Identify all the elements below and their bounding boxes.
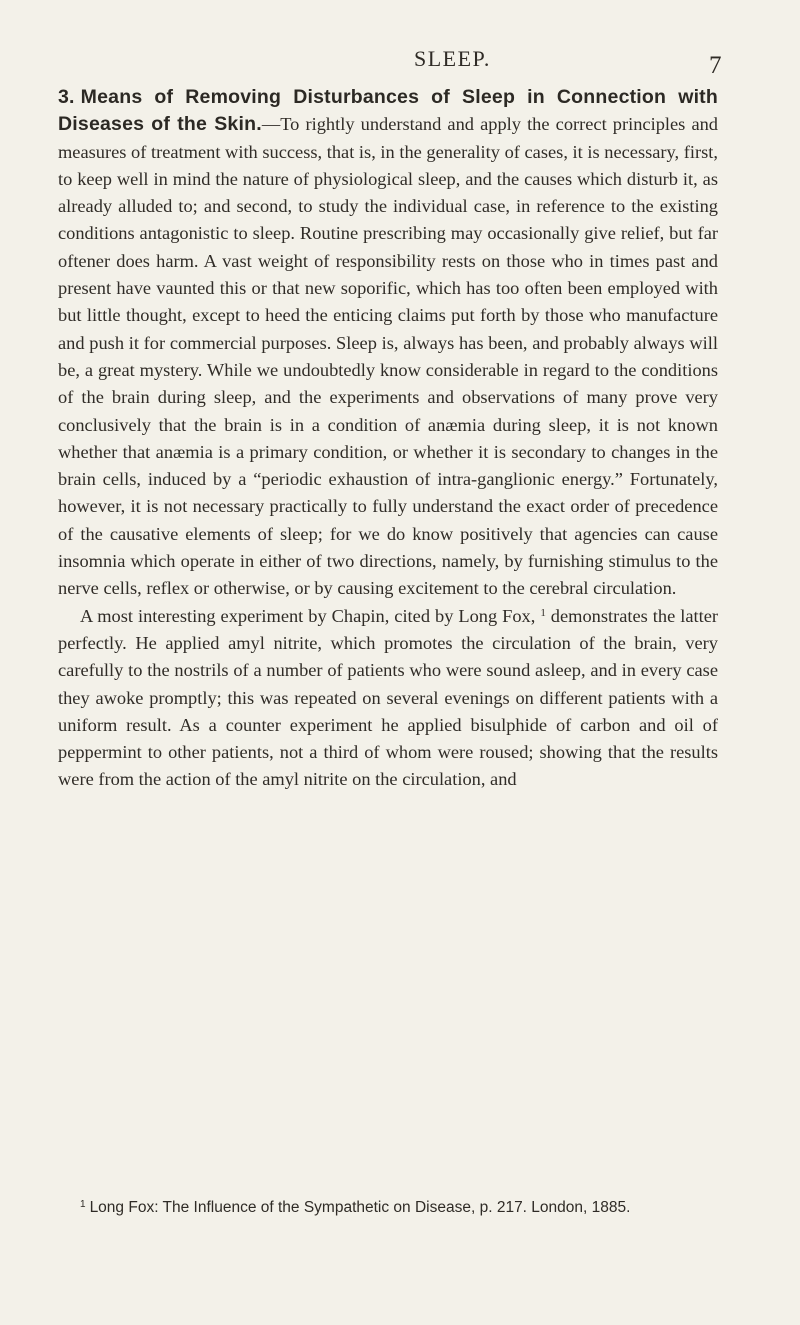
section-heading-text: Means of Removing Disturbances of Sleep in Connection with Diseases of the Skin. [58, 86, 718, 136]
paragraph-2 [58, 603, 718, 794]
running-head: SLEEP. [414, 46, 491, 71]
body-text [58, 84, 718, 794]
page-number: 7 [709, 52, 722, 79]
paragraph-2-text-end: demonstrates the latter perfectly. He applied amyl nitrite, which promotes the circulation of the brain, very carefully to the nostrils of a number of patients who were sound asleep, and in every case they awoke promptly; this was repeated on several evenings on different patients with a uniform result. As a counter experiment he applied bisulphide of carbon and oil of peppermint to other patients, not a third of whom were roused; showing that the results were from the action of the amyl nitrite on the circulation, and [58, 605, 719, 790]
paragraph-1 [58, 84, 718, 603]
footnote [58, 1196, 718, 1220]
footnote-mark: 1 [80, 1199, 86, 1210]
footnote-text: Long Fox: The Influence of the Sympathetic on Disease, p. 217. London, 1885. [89, 1199, 631, 1216]
section-number: 3. [58, 86, 75, 108]
paragraph-1-text: —To rightly understand and apply the correct principles and measures of treatment with success, that is, in the generality of cases, it is necessary, first, to keep well in mind the nature of physiological sleep, and the causes which disturb it, as already alluded to; and second, to study the individual case, in reference to the existing conditions antagonistic to sleep. Routine prescribing may occasionally give relief, but far oftener does harm. A vast weight of responsibility rests on those who in times past and present have vaunted this or that new soporific, which has too often been employed with but little thought, except to heed the enticing claims put forth by those who manufacture and push it for commercial purposes. Sleep is, always has been, and probably always will be, a great mystery. While we undoubtedly know considerable in regard to the conditions of the brain during sleep, and the experiments and observations of many prove very conclusively that the brain is in a condition of anæmia during sleep, it is not known whether that anæmia is a primary condition, or whether it is secondary to changes in the brain cells, induced by a “periodic exhaustion of intra-ganglionic energy.” Fortunately, however, it is not necessary practically to fully understand the exact order of precedence of the causative elements of sleep; for we do know positively that agencies can cause insomnia which operate in either of two directions, namely, by furnishing stimulus to the nerve cells, reflex or otherwise, or by causing excitement to the cerebral circulation. [58, 114, 718, 599]
paragraph-2-text-start: A most interesting experiment by Chapin, cited by Long Fox, [80, 605, 541, 626]
footnote-reference: 1 [540, 606, 546, 619]
